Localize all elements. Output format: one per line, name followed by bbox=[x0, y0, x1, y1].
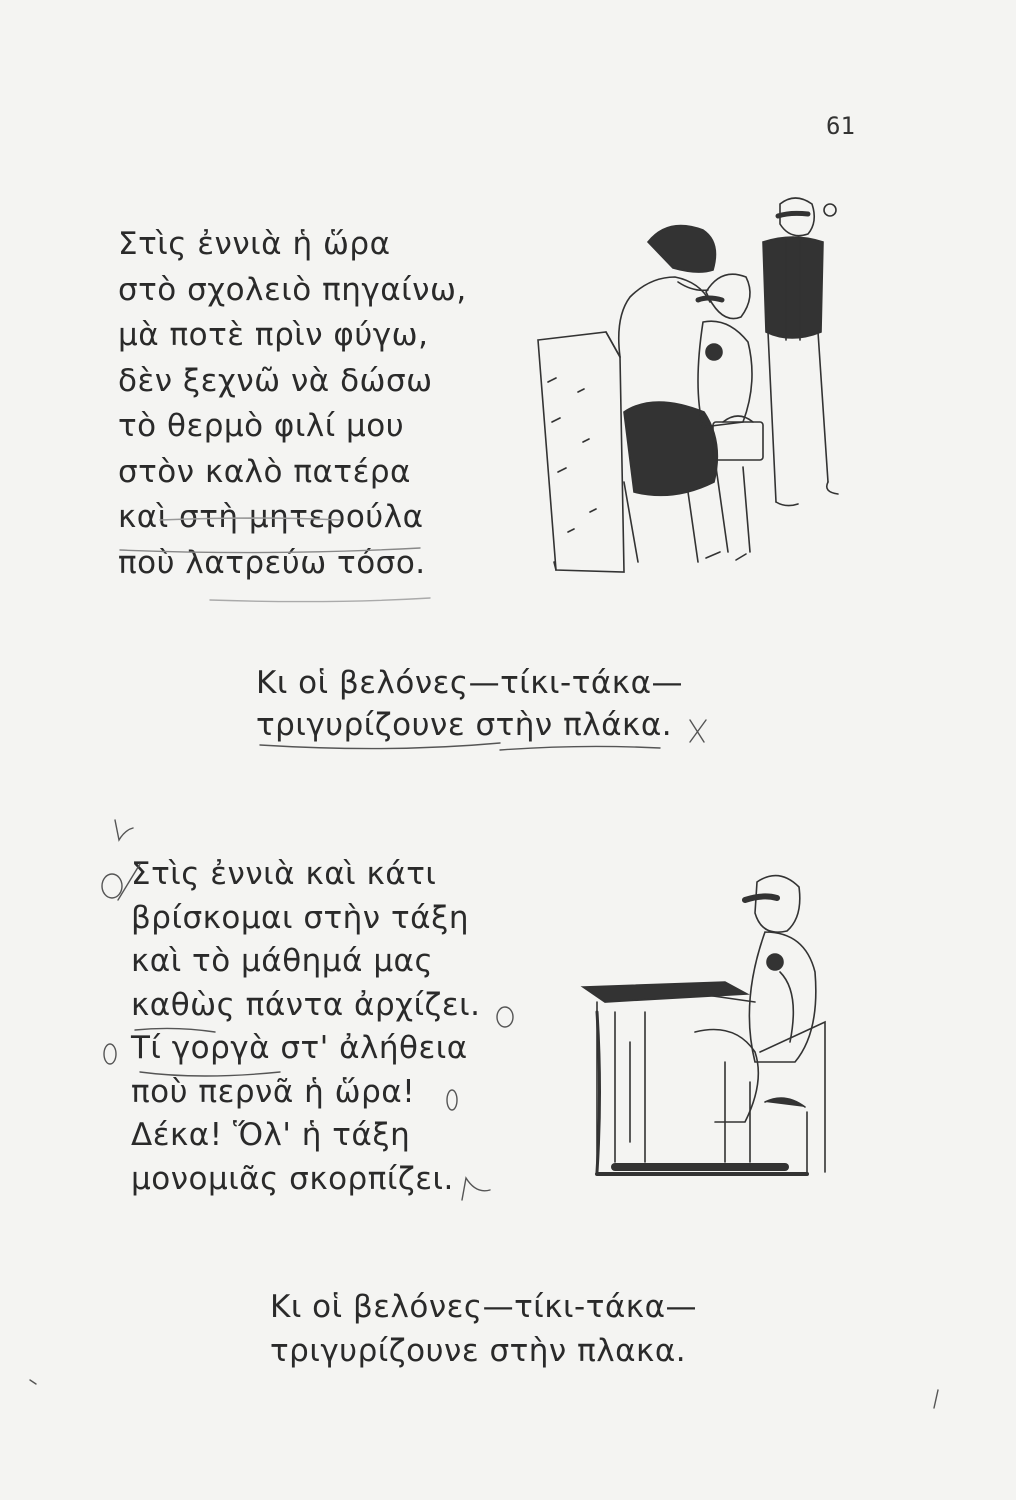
refrain-2 bbox=[270, 1285, 697, 1373]
poem-line: Κι οἱ βελόνες—τίκι-τάκα— bbox=[256, 665, 684, 701]
poem-line: τριγυρίζουνε στὴν πλάκα. bbox=[256, 707, 673, 743]
poem-line: Στὶς ἐννιὰ ἡ ὥρα bbox=[118, 226, 391, 262]
poem-line: καὶ τὸ μάθημά μας bbox=[131, 943, 434, 979]
family-illustration bbox=[528, 182, 848, 582]
poem-line: βρίσκομαι στὴν τάξη bbox=[131, 899, 469, 936]
poem-line: ποὺ λατρεύω τόσο. bbox=[118, 544, 426, 581]
page-number: 61 bbox=[826, 112, 855, 140]
poem-line: στὸν καλὸ πατέρα bbox=[118, 453, 411, 490]
poem-line: Τί γοργὰ στ' ἀλήθεια bbox=[131, 1030, 468, 1066]
poem-line: καὶ στὴ μητερούλα bbox=[118, 499, 424, 535]
poem-stanza-2 bbox=[131, 853, 481, 1201]
poem-line: Στὶς ἐννιὰ καὶ κάτι bbox=[131, 856, 437, 892]
poem-line: στὸ σχολειὸ πηγαίνω, bbox=[118, 271, 467, 308]
poem-line: μὰ ποτὲ πρὶν φύγω, bbox=[118, 317, 429, 353]
poem-stanza-1 bbox=[118, 222, 467, 586]
schoolboy-desk-illustration bbox=[575, 862, 835, 1182]
poem-line: Δέκα! Ὅλ' ἡ τάξη bbox=[131, 1117, 411, 1153]
poem-line: καθὼς πάντα ἀρχίζει. bbox=[131, 986, 481, 1023]
poem-line: τριγυρίζουνε στὴν πλακα. bbox=[270, 1333, 687, 1369]
poem-line: μονομιᾶς σκορπίζει. bbox=[131, 1160, 454, 1197]
poem-line: δὲν ξεχνῶ νὰ δώσω bbox=[118, 362, 433, 399]
poem-line: Κι οἱ βελόνες—τίκι-τάκα— bbox=[270, 1289, 698, 1325]
refrain-1 bbox=[256, 662, 683, 746]
poem-line: τὸ θερμὸ φιλί μου bbox=[118, 408, 405, 444]
poem-line: ποὺ περνᾶ ἡ ὥρα! bbox=[131, 1073, 416, 1110]
